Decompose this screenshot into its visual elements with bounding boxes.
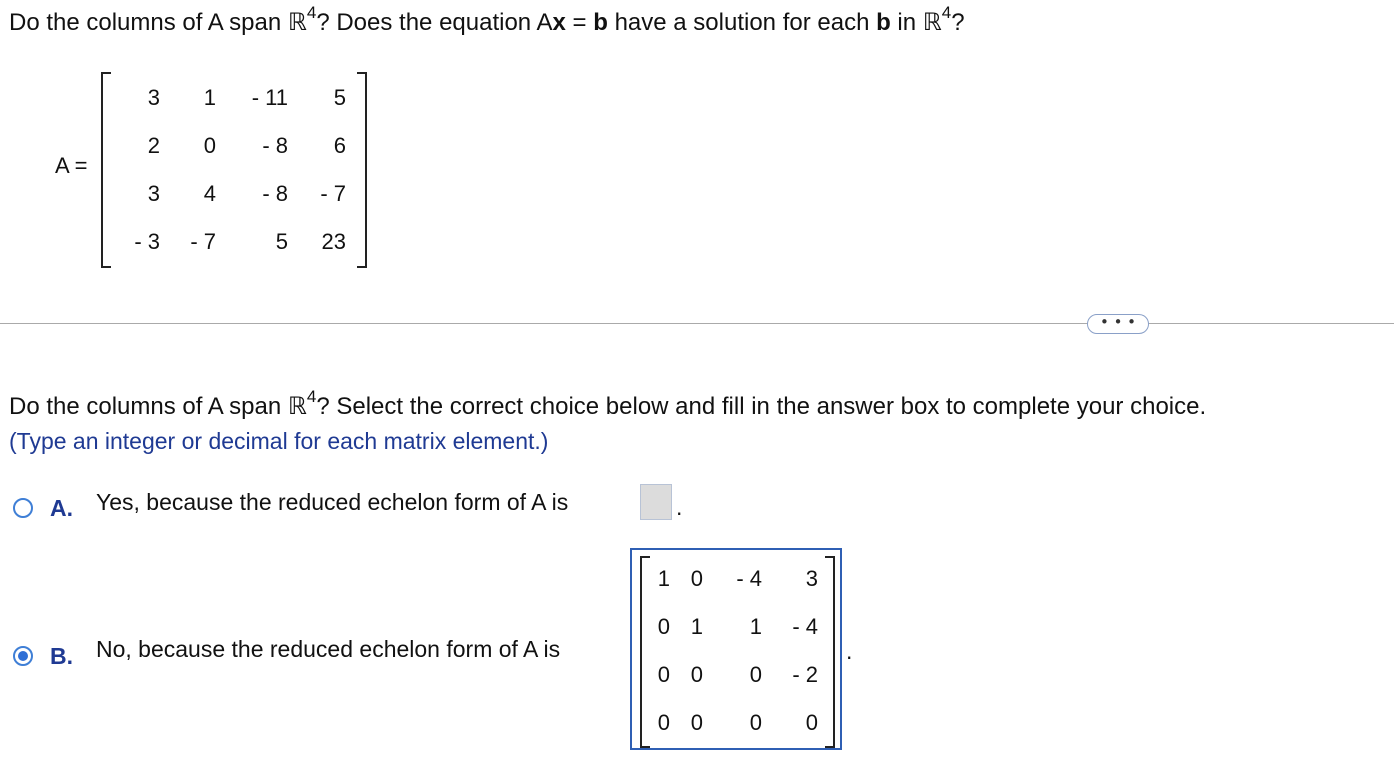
rref-cell-0-2: - 4 <box>736 566 762 591</box>
rref-cell-2-0: 0 <box>657 662 670 687</box>
rref-cell-2-3: - 2 <box>792 662 818 687</box>
real-numbers-symbol: ℝ <box>287 8 307 36</box>
matrix-a-cell-2-1: 4 <box>203 181 216 206</box>
rref-cell-3-1: 0 <box>690 710 703 735</box>
question-part4: in <box>890 9 923 36</box>
matrix-label: A = <box>55 153 88 178</box>
sub-question-part1: Do the columns of A span <box>9 393 288 420</box>
question-end: ? <box>951 9 965 36</box>
option-a-radio[interactable] <box>13 498 33 518</box>
hint-text: (Type an integer or decimal for each matrix element.) <box>9 428 549 454</box>
rref-cell-3-2: 0 <box>749 710 762 735</box>
exponent-3: 4 <box>306 387 317 406</box>
rref-cell-1-1: 1 <box>690 614 703 639</box>
matrix-a-cell-1-3: 6 <box>333 133 346 158</box>
matrix-a-cell-3-3: 23 <box>321 229 346 254</box>
rref-cell-0-3: 3 <box>805 566 818 591</box>
matrix-a-cell-0-2: - 11 <box>251 85 288 110</box>
option-a-period: . <box>676 494 683 520</box>
matrix-right-bracket <box>357 72 367 268</box>
matrix-a-cell-0-0: 3 <box>147 85 160 110</box>
question-text <box>9 3 965 37</box>
question-part1: Do the columns of A span <box>9 9 288 36</box>
option-b-radio[interactable] <box>13 646 33 666</box>
rref-cell-2-2: 0 <box>749 662 762 687</box>
sub-question-text <box>9 387 1207 421</box>
matrix-a-cell-1-1: 0 <box>203 133 216 158</box>
vector-x: x <box>552 9 566 36</box>
rref-cell-2-1: 0 <box>690 662 703 687</box>
rref-cell-3-3: 0 <box>805 710 818 735</box>
show-more-button[interactable]: • • • <box>1087 314 1149 334</box>
matrix-a-cell-3-2: 5 <box>275 229 288 254</box>
real-numbers-symbol-2: ℝ <box>922 8 942 36</box>
question-part3: have a solution for each <box>607 9 877 36</box>
matrix-a-cell-3-0: - 3 <box>134 229 160 254</box>
question-part2: ? Does the equation A <box>316 9 553 36</box>
matrix-a-cell-0-1: 1 <box>203 85 216 110</box>
matrix-a-cell-2-0: 3 <box>147 181 160 206</box>
matrix-a-cell-2-2: - 8 <box>262 181 288 206</box>
rref-cell-0-0: 1 <box>657 566 670 591</box>
exponent-2: 4 <box>941 3 952 22</box>
rref-cell-1-2: 1 <box>749 614 762 639</box>
exponent: 4 <box>306 3 317 22</box>
matrix-a-cell-1-2: - 8 <box>262 133 288 158</box>
matrix-a-cell-3-1: - 7 <box>190 229 216 254</box>
answer-input-box[interactable] <box>640 484 672 520</box>
option-b-text: No, because the reduced echelon form of A is <box>96 636 561 662</box>
option-b-period: . <box>846 638 853 664</box>
matrix-a-cell-1-0: 2 <box>147 133 160 158</box>
sub-question-part2: ? Select the correct choice below and fill in the answer box to complete your choice. <box>316 393 1207 420</box>
matrix-a-cell-2-3: - 7 <box>320 181 346 206</box>
equals-sign: = <box>565 9 594 36</box>
rref-cell-1-0: 0 <box>657 614 670 639</box>
option-a-letter: A. <box>50 495 73 521</box>
vector-b-2: b <box>876 9 891 36</box>
option-b-letter: B. <box>50 643 73 669</box>
option-a-text: Yes, because the reduced echelon form of A is <box>96 489 569 515</box>
rref-cell-0-1: 0 <box>690 566 703 591</box>
vector-b: b <box>593 9 608 36</box>
real-numbers-symbol-3: ℝ <box>287 392 307 420</box>
rref-right-bracket <box>825 556 835 748</box>
divider <box>0 323 1394 324</box>
matrix-a-cell-0-3: 5 <box>333 85 346 110</box>
rref-cell-1-3: - 4 <box>792 614 818 639</box>
rref-cell-3-0: 0 <box>657 710 670 735</box>
